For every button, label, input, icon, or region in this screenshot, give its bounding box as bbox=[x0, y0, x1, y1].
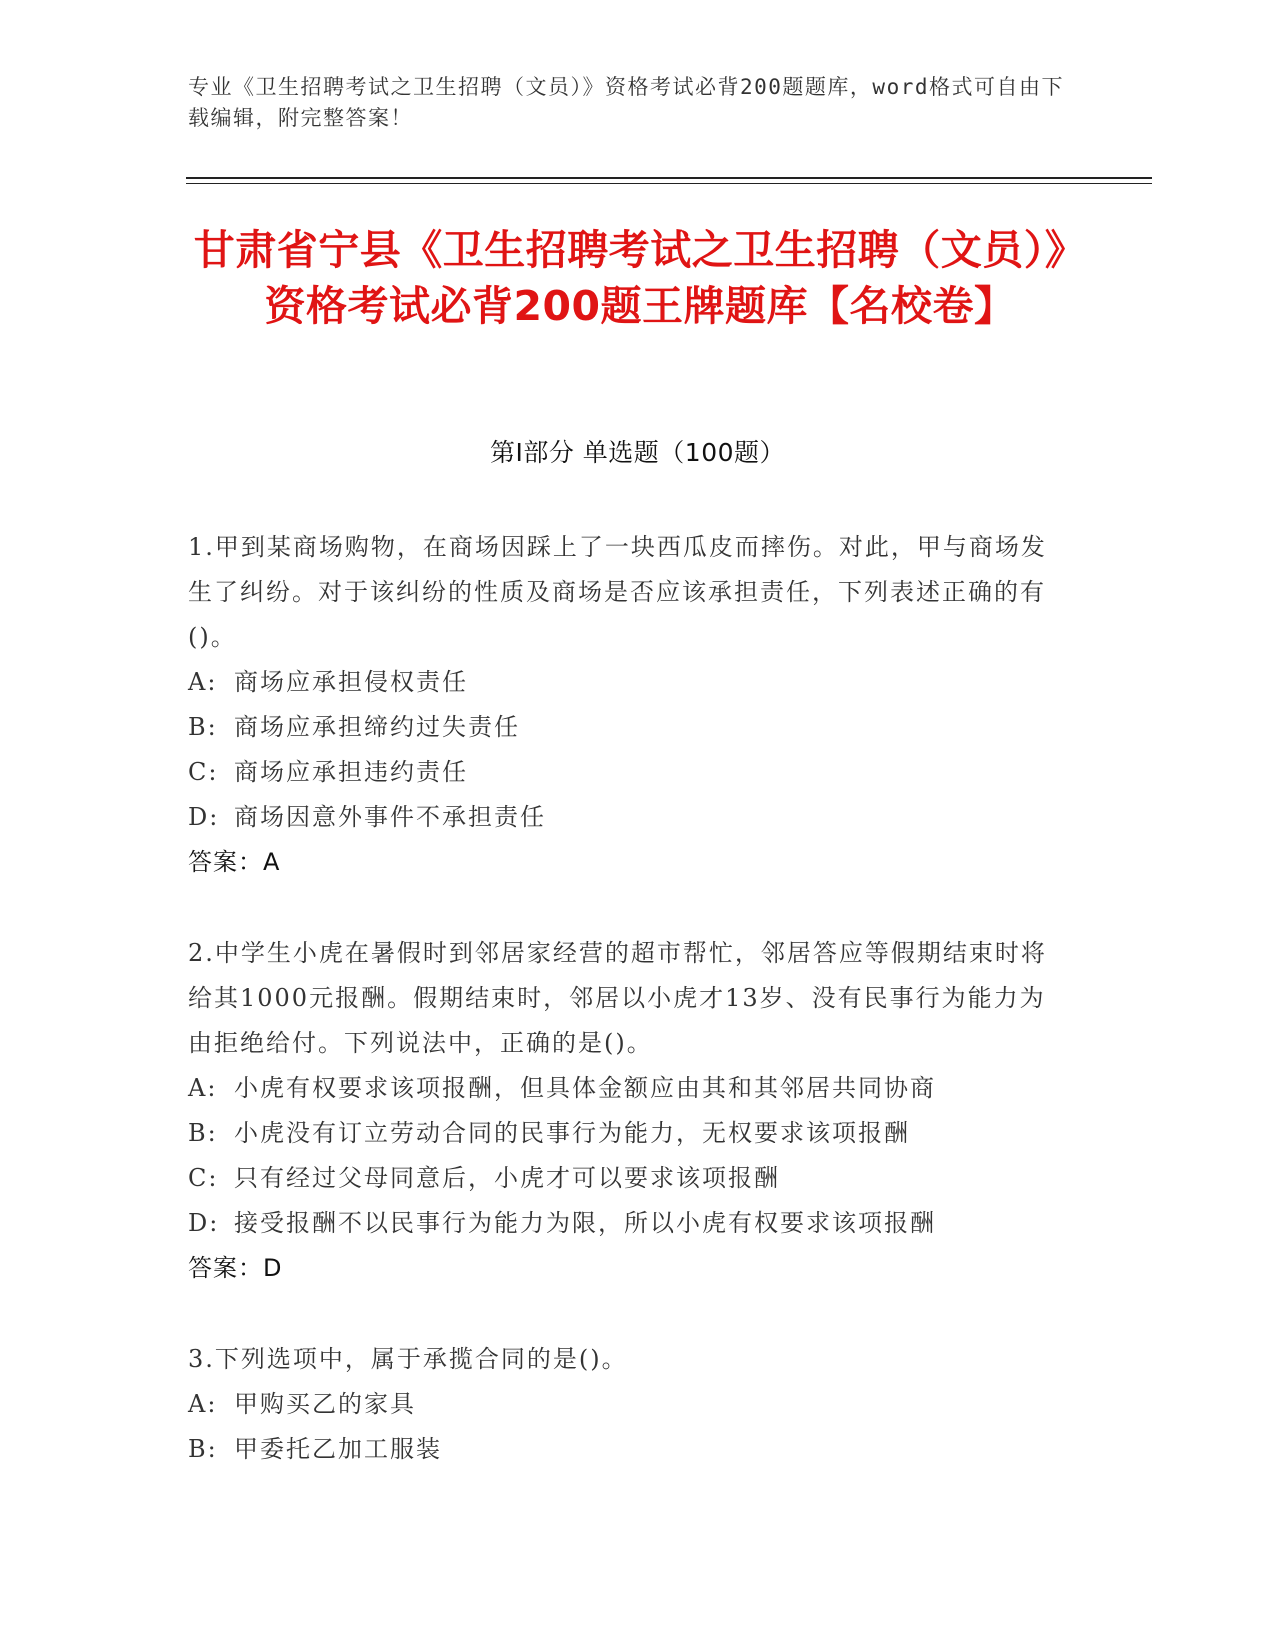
option-c bbox=[188, 750, 1068, 795]
option-letter: C: bbox=[188, 758, 219, 786]
option-text: 小虎有权要求该项报酬，但具体金额应由其和其邻居共同协商 bbox=[234, 1074, 936, 1102]
option-text: 接受报酬不以民事行为能力为限，所以小虎有权要求该项报酬 bbox=[234, 1209, 936, 1237]
option-letter: D: bbox=[188, 1209, 220, 1237]
option-a bbox=[188, 1382, 1068, 1427]
option-letter: A: bbox=[188, 1390, 218, 1418]
option-c bbox=[188, 1156, 1068, 1201]
option-a bbox=[188, 660, 1068, 705]
option-text: 甲委托乙加工服装 bbox=[234, 1435, 442, 1463]
option-text: 商场应承担违约责任 bbox=[234, 758, 468, 786]
option-text: 只有经过父母同意后，小虎才可以要求该项报酬 bbox=[234, 1164, 780, 1192]
question-stem: 1.甲到某商场购物，在商场因踩上了一块西瓜皮而摔伤。对此，甲与商场发生了纠纷。对于该纠纷的性质及商场是否应该承担责任，下列表述正确的有()。 bbox=[188, 533, 1047, 651]
question-3 bbox=[188, 1337, 1068, 1472]
header-divider bbox=[186, 177, 1152, 179]
header-divider-thin bbox=[186, 183, 1152, 184]
option-b bbox=[188, 1111, 1068, 1156]
question-1 bbox=[188, 525, 1068, 885]
option-letter: C: bbox=[188, 1164, 219, 1192]
answer-line: 答案：A bbox=[188, 848, 281, 876]
option-d bbox=[188, 1201, 1068, 1246]
option-a bbox=[188, 1066, 1068, 1111]
section-title: 第I部分 单选题（100题） bbox=[489, 438, 786, 467]
question-stem: 2.中学生小虎在暑假时到邻居家经营的超市帮忙，邻居答应等假期结束时将给其1000元报酬。假期结束时，邻居以小虎才13岁、没有民事行为能力为由拒绝给付。下列说法中，正确的是()。 bbox=[188, 939, 1047, 1057]
option-text: 商场应承担侵权责任 bbox=[234, 668, 468, 696]
option-letter: A: bbox=[188, 1074, 218, 1102]
question-stem: 3.下列选项中，属于承揽合同的是()。 bbox=[188, 1345, 628, 1373]
option-text: 甲购买乙的家具 bbox=[234, 1390, 416, 1418]
option-b bbox=[188, 705, 1068, 750]
document-title: 甘肃省宁县《卫生招聘考试之卫生招聘（文员）》资格考试必背200题王牌题库【名校卷】 bbox=[193, 226, 1087, 330]
option-d bbox=[188, 795, 1068, 840]
option-letter: D: bbox=[188, 803, 220, 831]
option-letter: B: bbox=[188, 1119, 218, 1147]
option-text: 商场因意外事件不承担责任 bbox=[234, 803, 546, 831]
question-list bbox=[188, 525, 1068, 1518]
option-letter: A: bbox=[188, 668, 218, 696]
header-note: 专业《卫生招聘考试之卫生招聘（文员）》资格考试必背200题题库，word格式可自由下载编辑，附完整答案！ bbox=[188, 75, 1064, 130]
question-2 bbox=[188, 931, 1068, 1291]
answer-line: 答案：D bbox=[188, 1254, 283, 1282]
option-text: 小虎没有订立劳动合同的民事行为能力，无权要求该项报酬 bbox=[234, 1119, 910, 1147]
option-letter: B: bbox=[188, 1435, 218, 1463]
option-text: 商场应承担缔约过失责任 bbox=[234, 713, 520, 741]
option-letter: B: bbox=[188, 713, 218, 741]
option-b bbox=[188, 1427, 1068, 1472]
